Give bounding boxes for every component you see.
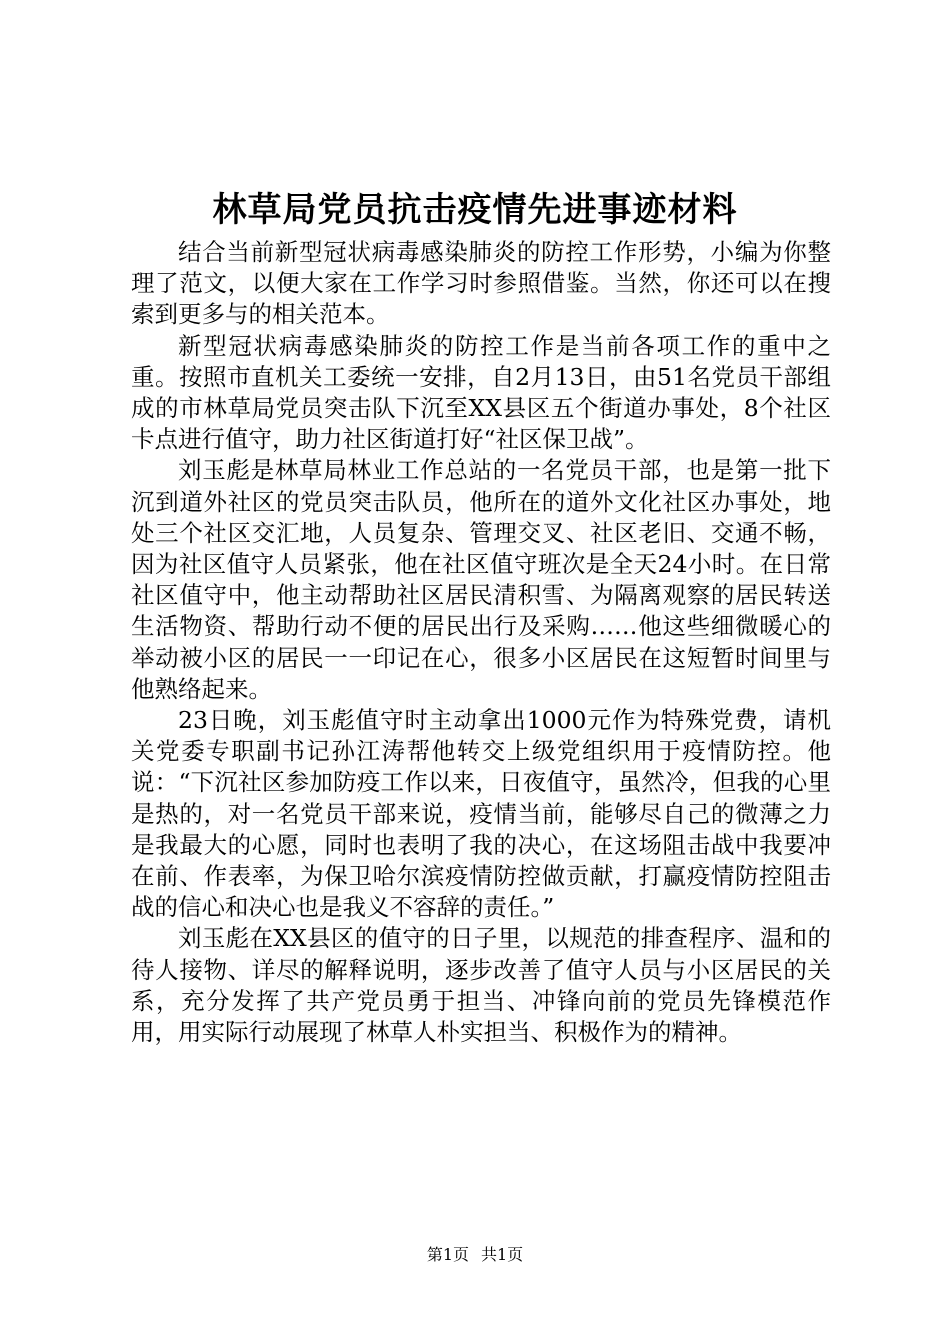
- page-number-current: 第1页: [426, 1245, 469, 1264]
- paragraph-5: 刘玉彪在XX县区的值守的日子里，以规范的排查程序、温和的待人接物、详尽的解释说明，逐步改善了值守人员与小区居民的关系，充分发挥了共产党员勇于担当、冲锋向前的党员先锋模范作用，用实际行动展现了林草人朴实担当、积极作为的精神。: [131, 924, 831, 1047]
- paragraph-2: 新型冠状病毒感染肺炎的防控工作是当前各项工作的重中之重。按照市直机关工委统一安排，自2月13日，由51名党员干部组成的市林草局党员突击队下沉至XX县区五个街道办事处，8个社区卡点进行值守，助力社区街道打好“社区保卫战”。: [131, 331, 831, 454]
- page-footer: [0, 1244, 950, 1266]
- paragraph-3: 刘玉彪是林草局林业工作总站的一名党员干部，也是第一批下沉到道外社区的党员突击队员，他所在的道外文化社区办事处，地处三个社区交汇地，人员复杂、管理交叉、社区老旧、交通不畅，因为社区值守人员紧张，他在社区值守班次是全天24小时。在日常社区值守中，他主动帮助社区居民清积雪、为隔离观察的居民转送生活物资、帮助行动不便的居民出行及采购……他这些细微暖心的举动被小区的居民一一印记在心，很多小区居民在这短暂时间里与他熟络起来。: [131, 456, 831, 703]
- document-body: [131, 237, 831, 1048]
- page-number-total: 共1页: [481, 1245, 524, 1264]
- paragraph-4: 23日晚，刘玉彪值守时主动拿出1000元作为特殊党费，请机关党委专职副书记孙江涛帮他转交上级党组织用于疫情防控。他说：“下沉社区参加防疫工作以来，日夜值守，虽然冷，但我的心里是热的，对一名党员干部来说，疫情当前，能够尽自己的微薄之力是我最大的心愿，同时也表明了我的决心，在这场阻击战中我要冲在前、作表率，为保卫哈尔滨疫情防控做贡献，打赢疫情防控阻击战的信心和决心也是我义不容辞的责任。”: [131, 706, 831, 922]
- document-title: 林草局党员抗击疫情先进事迹材料: [212, 190, 738, 230]
- paragraph-1: 结合当前新型冠状病毒感染肺炎的防控工作形势，小编为你整理了范文，以便大家在工作学习时参照借鉴。当然，你还可以在搜索到更多与的相关范本。: [131, 238, 831, 329]
